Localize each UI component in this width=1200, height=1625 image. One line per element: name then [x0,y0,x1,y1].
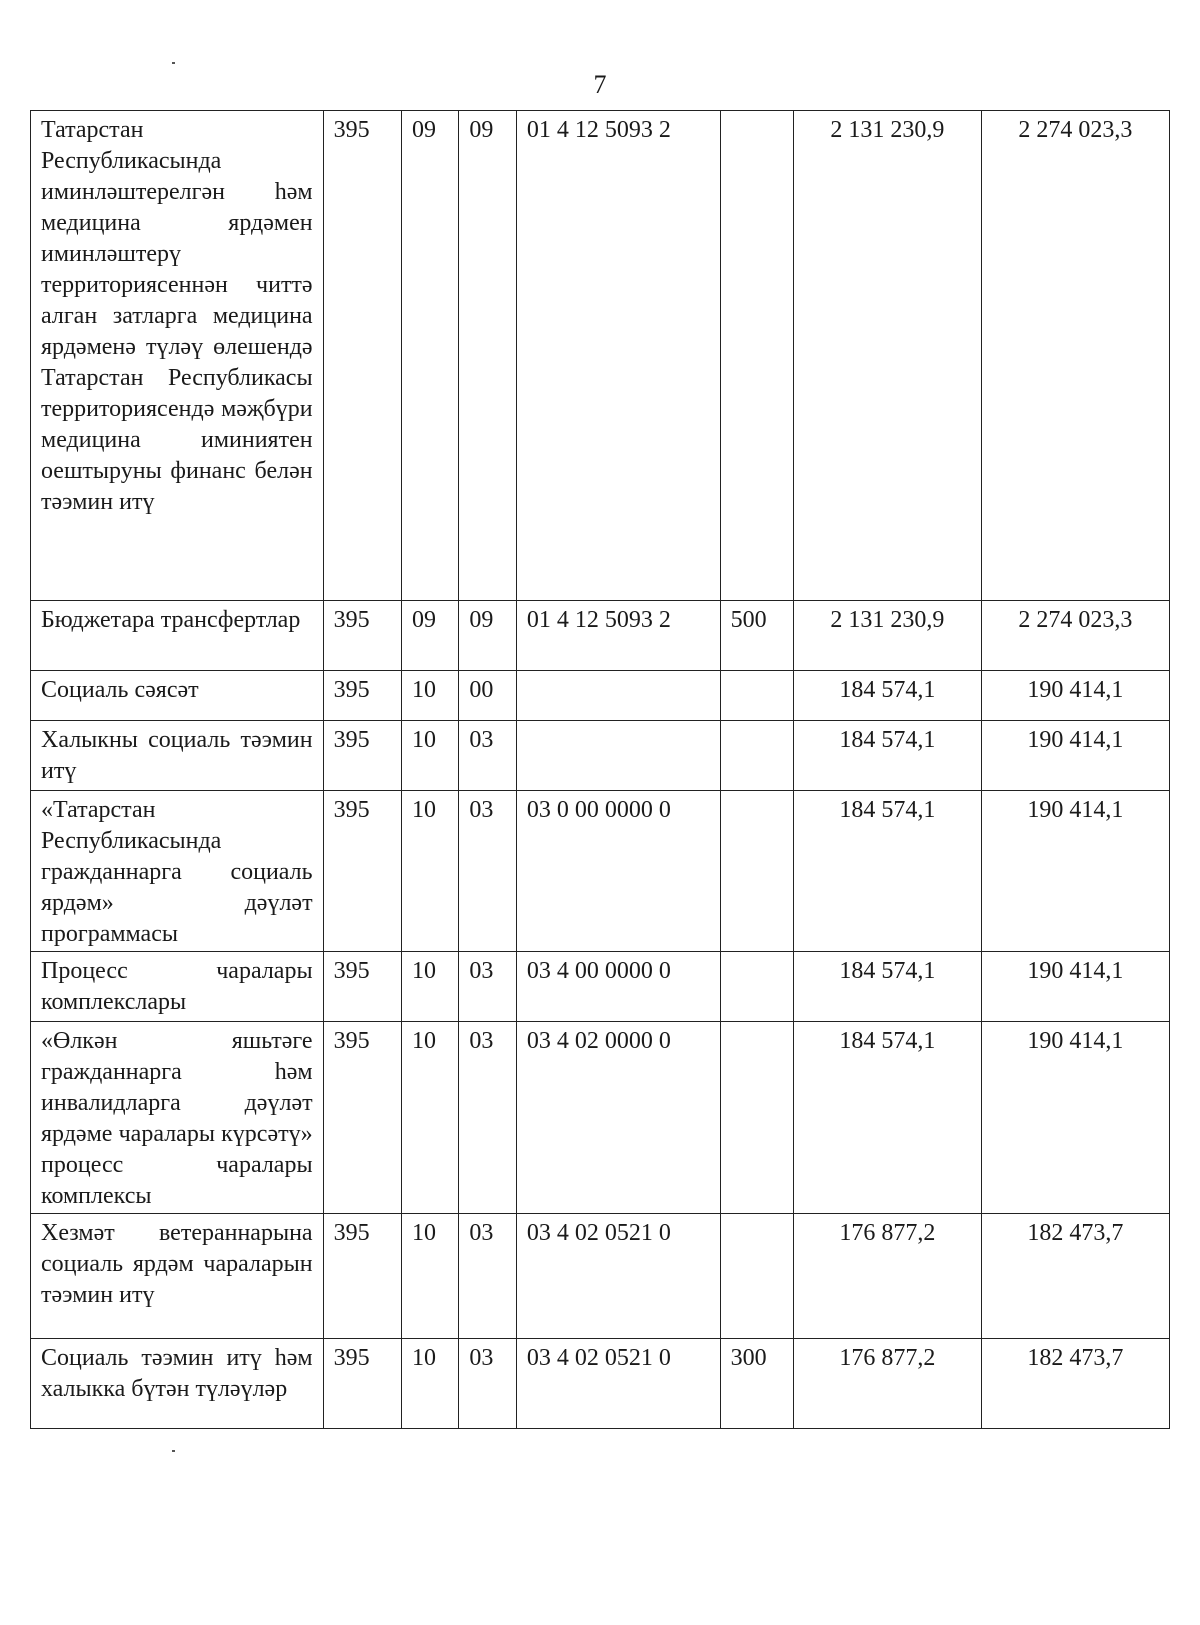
amount-year-1: 176 877,2 [793,1214,981,1339]
amount-year-1: 184 574,1 [793,721,981,791]
amount-year-2: 190 414,1 [981,721,1169,791]
amount-year-2: 182 473,7 [981,1214,1169,1339]
amount-year-2: 190 414,1 [981,952,1169,1022]
row-name: Татарстан Республикасында иминләштерелгән һәм медицина ярдәмен иминләштерү территориясеннән читтә алган затларга медицина ярдәменә түләү өлешендә Татарстан Республикасы территориясендә мәҗбүри медицина иминиятен оештыруны финанс белән тәэмин итү [31,111,324,601]
target-article: 03 4 02 0521 0 [516,1214,720,1339]
target-article [516,721,720,791]
section-code: 09 [401,601,458,671]
row-name: Процесс чаралары комплекслары [31,952,324,1022]
target-article: 03 0 00 0000 0 [516,791,720,952]
subsection-code: 00 [459,671,516,721]
ministry-code: 395 [323,111,401,601]
expense-type [720,791,793,952]
subsection-code: 09 [459,601,516,671]
table-body [31,111,1170,1429]
scan-speck [172,1450,175,1452]
section-code: 10 [401,671,458,721]
table-row [31,671,1170,721]
ministry-code: 395 [323,671,401,721]
amount-year-1: 184 574,1 [793,791,981,952]
amount-year-2: 190 414,1 [981,791,1169,952]
scan-speck [172,62,175,64]
amount-year-1: 2 131 230,9 [793,601,981,671]
row-name: «Өлкән яшьтәге гражданнарга һәм инвалидларга дәүләт ярдәме чаралары күрсәтү» процесс чаралары комплексы [31,1022,324,1214]
amount-year-2: 2 274 023,3 [981,111,1169,601]
table-row [31,111,1170,601]
ministry-code: 395 [323,1214,401,1339]
row-name: Бюджетара трансфертлар [31,601,324,671]
section-code: 10 [401,1022,458,1214]
target-article: 03 4 00 0000 0 [516,952,720,1022]
subsection-code: 03 [459,952,516,1022]
subsection-code: 03 [459,1022,516,1214]
expense-type: 300 [720,1339,793,1429]
table-row [31,791,1170,952]
amount-year-1: 2 131 230,9 [793,111,981,601]
amount-year-2: 190 414,1 [981,671,1169,721]
amount-year-2: 190 414,1 [981,1022,1169,1214]
subsection-code: 03 [459,1214,516,1339]
amount-year-1: 176 877,2 [793,1339,981,1429]
target-article: 01 4 12 5093 2 [516,111,720,601]
table-row [31,952,1170,1022]
amount-year-1: 184 574,1 [793,671,981,721]
expense-type [720,952,793,1022]
amount-year-1: 184 574,1 [793,952,981,1022]
expense-type [720,1022,793,1214]
row-name: Халыкны социаль тәэмин итү [31,721,324,791]
ministry-code: 395 [323,952,401,1022]
ministry-code: 395 [323,791,401,952]
expense-type [720,1214,793,1339]
section-code: 10 [401,1339,458,1429]
row-name: «Татарстан Республикасында гражданнарга социаль ярдәм» дәүләт программасы [31,791,324,952]
ministry-code: 395 [323,1339,401,1429]
target-article [516,671,720,721]
expense-type: 500 [720,601,793,671]
subsection-code: 03 [459,791,516,952]
subsection-code: 03 [459,721,516,791]
ministry-code: 395 [323,721,401,791]
target-article: 03 4 02 0521 0 [516,1339,720,1429]
section-code: 10 [401,952,458,1022]
ministry-code: 395 [323,1022,401,1214]
target-article: 01 4 12 5093 2 [516,601,720,671]
table-row [31,721,1170,791]
ministry-code: 395 [323,601,401,671]
expense-type [720,111,793,601]
expense-type [720,721,793,791]
row-name: Социаль сәясәт [31,671,324,721]
table-row [31,601,1170,671]
budget-table [30,110,1170,1429]
row-name: Социаль тәэмин итү һәм халыкка бүтән түләүләр [31,1339,324,1429]
table-row [31,1022,1170,1214]
page-number: 7 [593,70,607,99]
table-row [31,1214,1170,1339]
section-code: 10 [401,721,458,791]
section-code: 10 [401,1214,458,1339]
section-code: 09 [401,111,458,601]
expense-type [720,671,793,721]
amount-year-2: 182 473,7 [981,1339,1169,1429]
subsection-code: 09 [459,111,516,601]
section-code: 10 [401,791,458,952]
table-row [31,1339,1170,1429]
amount-year-2: 2 274 023,3 [981,601,1169,671]
target-article: 03 4 02 0000 0 [516,1022,720,1214]
row-name: Хезмәт ветераннарына социаль ярдәм чараларын тәэмин итү [31,1214,324,1339]
amount-year-1: 184 574,1 [793,1022,981,1214]
subsection-code: 03 [459,1339,516,1429]
